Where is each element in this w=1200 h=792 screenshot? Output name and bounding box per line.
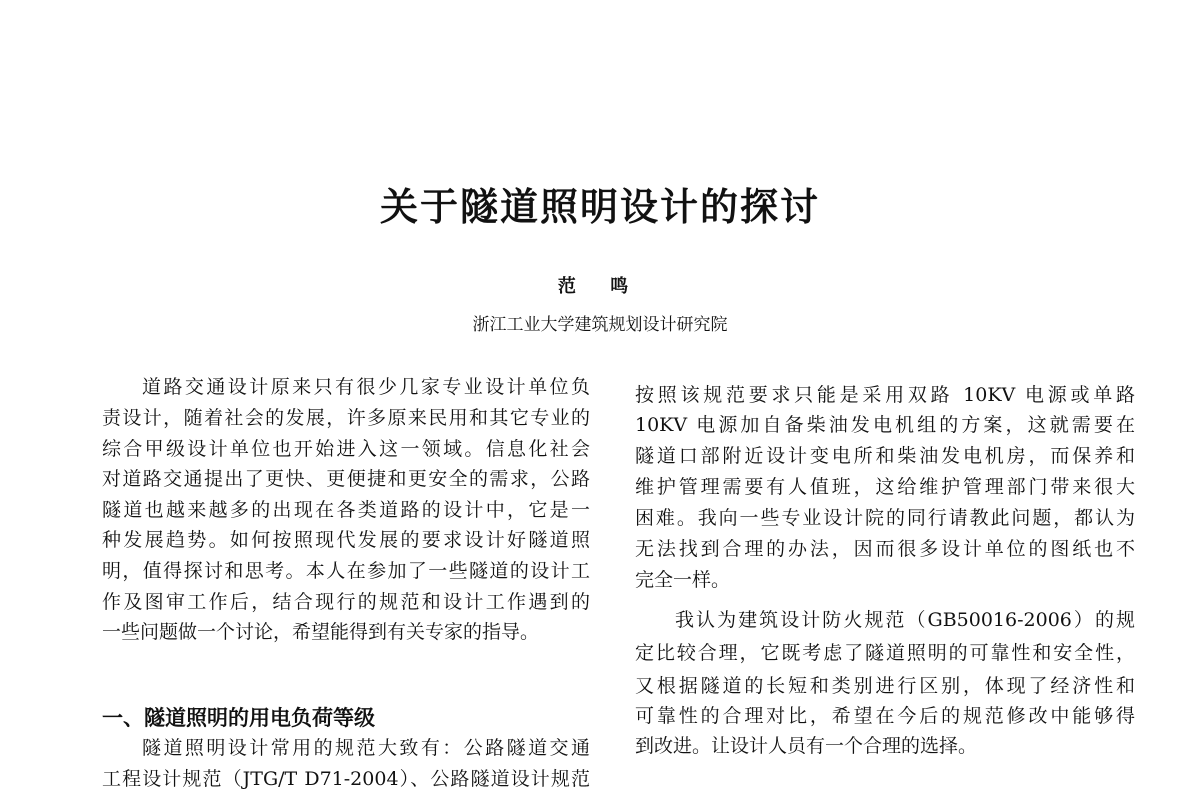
body-line: 可靠性的合理对比，希望在今后的规范修改中能够得 (635, 705, 1135, 727)
body-line: 维护管理需要有人值班，这给维护管理部门带来很大 (635, 476, 1135, 498)
body-line: 责设计，随着社会的发展，许多原来民用和其它专业的 (102, 407, 590, 429)
body-line: 无法找到合理的办法，因而很多设计单位的图纸也不 (635, 538, 1135, 560)
body-line: 综合甲级设计单位也开始进入这一领域。信息化社会 (102, 438, 590, 460)
body-line: 对道路交通提出了更快、更便捷和更安全的需求，公路 (102, 468, 590, 490)
body-line: 道路交通设计原来只有很少几家专业设计单位负 (142, 376, 590, 398)
body-line: 定比较合理，它既考虑了隧道照明的可靠性和安全性， (635, 642, 1135, 664)
body-line: 种发展趋势。如何按照现代发展的要求设计好隧道照 (102, 529, 590, 551)
body-line: 10KV 电源加自备柴油发电机组的方案，这就需要在 (635, 414, 1135, 436)
body-line: 隧道照明设计常用的规范大致有：公路隧道交通 (142, 737, 590, 759)
body-line: 又根据隧道的长短和类别进行区别，体现了经济性和 (635, 675, 1135, 697)
body-line: 按照该规范要求只能是采用双路 10KV 电源或单路 (635, 384, 1135, 406)
body-line: 隧道也越来越多的出现在各类道路的设计中，它是一 (102, 499, 590, 521)
body-line: 隧道口部附近设计变电所和柴油发电机房，而保养和 (635, 445, 1135, 467)
author: 范 鸣 (557, 276, 643, 297)
body-line: 到改进。让设计人员有一个合理的选择。 (635, 735, 978, 757)
body-line: 明，值得探讨和思考。本人在参加了一些隧道的设计工 (102, 560, 590, 582)
body-line: 完全一样。 (635, 569, 731, 591)
body-line: 我认为建筑设计防火规范（GB50016-2006）的规 (675, 609, 1135, 631)
paper-title: 关于隧道照明设计的探讨 (379, 185, 820, 229)
body-line: 困难。我向一些专业设计院的同行请教此问题，都认为 (635, 507, 1135, 529)
section-heading: 一、隧道照明的用电负荷等级 (102, 706, 375, 730)
body-line: 一些问题做一个讨论，希望能得到有关专家的指导。 (102, 621, 540, 643)
affiliation: 浙江工业大学建筑规划设计研究院 (472, 315, 728, 335)
body-line: 工程设计规范（JTG/T D71-2004）、公路隧道设计规范 (102, 768, 590, 790)
body-line: 作及图审工作后，结合现行的规范和设计工作遇到的 (102, 591, 590, 613)
